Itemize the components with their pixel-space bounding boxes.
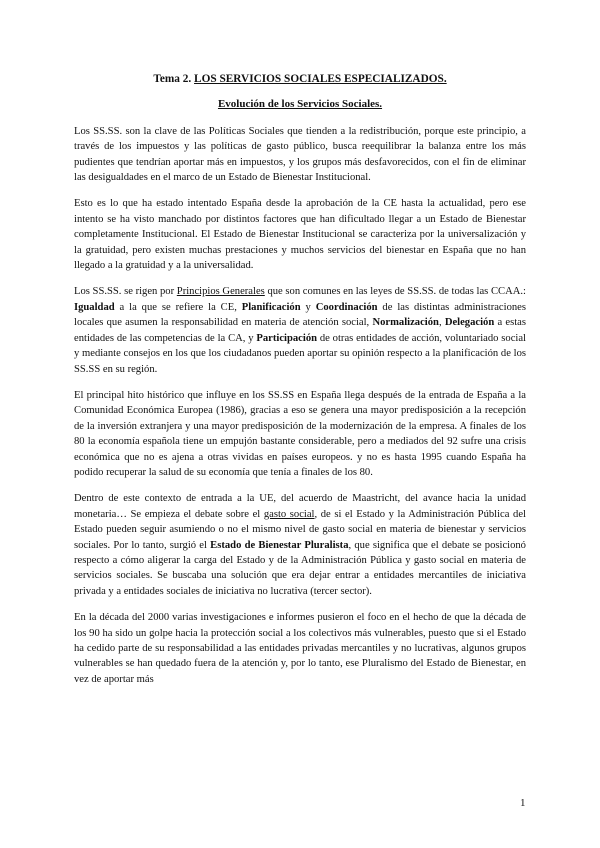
p3-text: que son comunes en las leyes de SS.SS. de todas las CCAA.:	[264, 286, 526, 298]
document-title	[74, 72, 526, 87]
p5-text: , de si el Estado y la Administración Pública del Estado pueden seguir asumiendo o no el mismo nivel de gasto social en materia de bienestar y servicios sociales. Por lo tanto, surgió el	[74, 508, 526, 551]
p3-bold-term: Igualdad	[74, 301, 115, 313]
title-main: LOS SERVICIOS SOCIALES ESPECIALIZADOS.	[194, 73, 447, 85]
p5-text: , que significa que el debate se posicionó respecto a cómo aligerar la carga del Estado y de la Administración Pública y gasto social en materia de servicios sociales. Se buscaba una solución que era dejar entrar a entidades mercantiles de iniciativa privada y a entidades sociales de iniciativa no lucrativa (tercer sector).	[74, 539, 526, 597]
title-prefix: Tema 2.	[153, 73, 195, 85]
page-number: 1	[520, 797, 526, 809]
p5-bold-term: Estado de Bienestar Pluralista	[210, 539, 349, 551]
p3-text: de otras entidades de acción, voluntariado social y mediante consejos en los que los ciudadanos pueden aportar su opinión respecto a la planificación de los SS.SS en su región.	[74, 332, 526, 375]
p3-bold-term: Normalización	[372, 317, 439, 329]
p3-text: a estas entidades de las competencias de la CA, y	[74, 317, 526, 344]
p3-text: de las distintas administraciones locales que asumen la responsabilidad en materia de atención social,	[74, 301, 526, 329]
p5-underlined-term: gasto social	[263, 508, 315, 520]
p3-bold-term: Delegación	[444, 317, 495, 329]
p3-bold-term: Planificación	[241, 301, 301, 313]
paragraph-1: Los SS.SS. son la clave de las Políticas Sociales que tienden a la redistribución, porque este principio, a través de los impuestos y las políticas de gasto público, busca reequilibrar la balanza entre los más pudientes que tendrían aportar más en impuestos, y los grupos más desfavorecidos, con el fin de eliminar las desigualdades en el marco de un Estado de Bienestar Institucional.	[74, 125, 526, 184]
p3-bold-term: Coordinación	[315, 301, 378, 313]
p3-text: y	[300, 301, 316, 313]
p3-text: ,	[438, 317, 445, 329]
section-subtitle: Evolución de los Servicios Sociales.	[217, 98, 383, 111]
paragraph-4: El principal hito histórico que influye en los SS.SS en España llega después de la entrada de España a la Comunidad Económica Europea (1986), gracias a eso se genera una mayor predisposición a la recepción de la inversión extranjera y una mayor predisposición de la modernización de la empresa. A finales de los 80 la economía española tiene un empujón bastante considerable, pero a mediados del 92 sufre una crisis económica que no es ajena a otras vividas en países europeos. y no es hasta 1995 cuando España ha podido recuperar la salud de su economía que tenía a finales de los 80.	[74, 389, 526, 478]
p3-underlined-term: Principios Generales	[176, 286, 265, 298]
document-page	[74, 72, 526, 698]
paragraph-5	[74, 491, 526, 599]
p3-text: a la que se refiere la CE,	[114, 301, 242, 313]
p3-text: Los SS.SS. se rigen por	[74, 286, 177, 298]
p3-bold-term: Participación	[256, 332, 318, 344]
paragraph-3	[74, 284, 526, 376]
p5-text: Dentro de este contexto de entrada a la UE, del acuerdo de Maastricht, del avance hacia la unidad monetaria… Se empieza el debate sobre el	[74, 493, 526, 520]
paragraph-6: En la década del 2000 varias investigaciones e informes pusieron el foco en el hecho de que la década de los 90 ha sido un golpe hacia la protección social a los colectivos más vulnerables, puesto que si el Estado ha cedido parte de su responsabilidad a las entidades privadas mercantiles y no lucrativas, algunos grupos vulnerables se han quedado fuera de la atención y, por lo tanto, ese Pluralismo del Estado de Bienestar, en vez de aportar más	[74, 612, 526, 685]
paragraph-2: Esto es lo que ha estado intentado España desde la aprobación de la CE hasta la actualidad, pero ese intento se ha visto manchado por distintos factores que han dificultado llegar a un Estado de Bienestar completamente Institucional. El Estado de Bienestar Institucional se caracteriza por la universalización y la gratuidad, pero existen muchas prestaciones y muchos servicios del bienestar en España que no han llegado a la gratuidad y a la universalidad.	[74, 198, 526, 272]
